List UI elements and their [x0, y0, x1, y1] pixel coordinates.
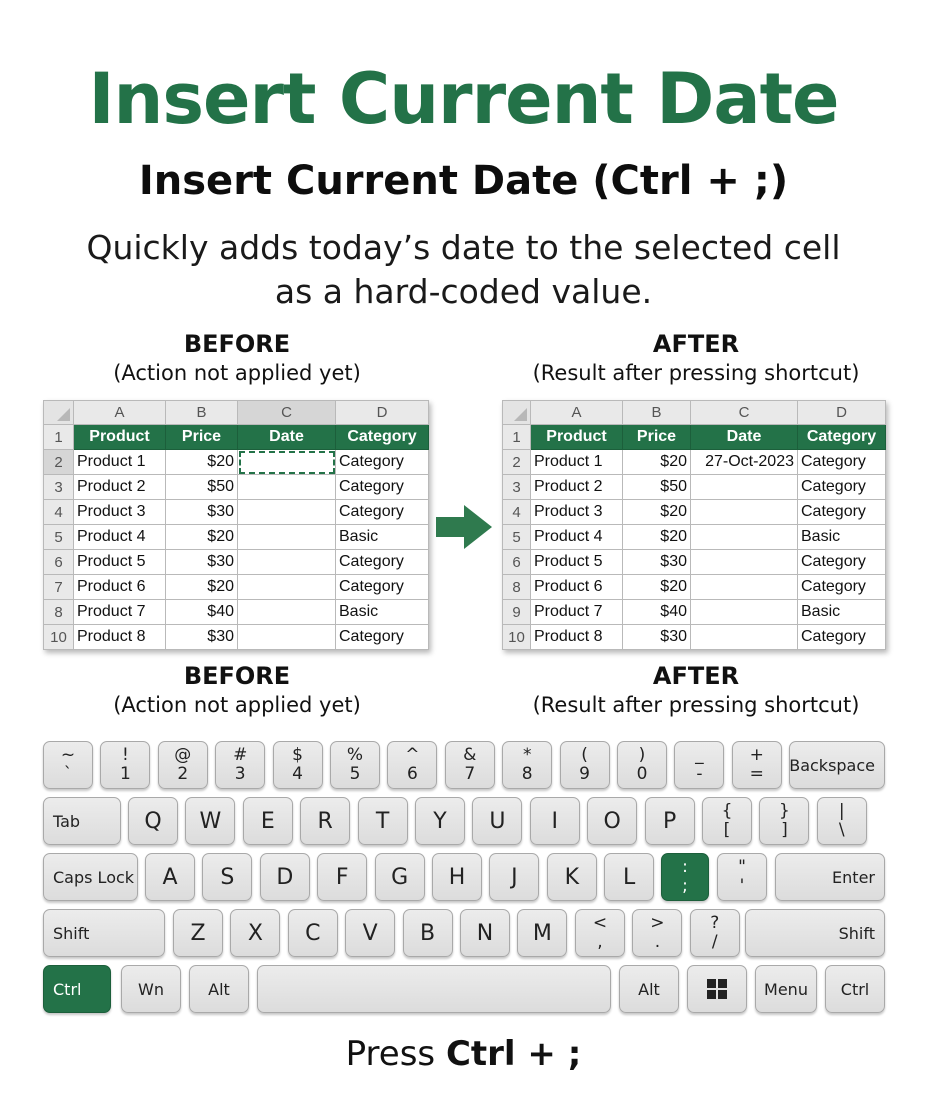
before-caption-title-bottom: BEFORE: [183, 662, 291, 690]
key-base-symbol: 4: [292, 764, 303, 784]
row-number[interactable]: 7: [44, 575, 74, 600]
key-u[interactable]: U: [472, 797, 522, 845]
key-q[interactable]: Q: [128, 797, 178, 845]
table-row: [503, 500, 886, 525]
key-shift-symbol: _: [695, 745, 704, 765]
price-cell[interactable]: $20: [166, 450, 238, 475]
alt-right-key[interactable]: Alt: [619, 965, 679, 1013]
key-shift-symbol: <: [592, 913, 608, 933]
key-shift-symbol: +: [749, 745, 764, 765]
key-period[interactable]: [632, 909, 682, 957]
key-quote[interactable]: [717, 853, 767, 901]
before-caption-title: BEFORE: [183, 330, 291, 358]
category-cell[interactable]: Category: [336, 575, 429, 600]
table-row: [44, 450, 429, 475]
date-cell[interactable]: [691, 500, 798, 525]
date-cell[interactable]: [238, 525, 336, 550]
key-base-symbol: 3: [234, 764, 246, 784]
key-0[interactable]: [617, 741, 667, 789]
table-row: [503, 575, 886, 600]
key-shift-symbol: |: [838, 801, 845, 821]
date-cell[interactable]: [238, 550, 336, 575]
menu-key[interactable]: Menu: [755, 965, 817, 1013]
table-row: [44, 500, 429, 525]
key-shift-symbol: }: [778, 801, 790, 821]
price-cell[interactable]: $20: [623, 525, 691, 550]
header-price[interactable]: Price: [166, 425, 238, 450]
page-title: Insert Current Date: [88, 58, 839, 140]
category-cell[interactable]: Category: [336, 550, 429, 575]
enter-key[interactable]: Enter: [775, 853, 885, 901]
key-shift-symbol: ?: [710, 913, 720, 933]
row-number[interactable]: 4: [503, 500, 531, 525]
category-cell[interactable]: Category: [798, 475, 886, 500]
price-cell[interactable]: $20: [623, 500, 691, 525]
date-cell[interactable]: [238, 475, 336, 500]
date-cell[interactable]: [691, 575, 798, 600]
column-header-d[interactable]: D: [336, 401, 429, 425]
key-equals[interactable]: [732, 741, 782, 789]
price-cell[interactable]: $50: [623, 475, 691, 500]
date-cell[interactable]: [691, 625, 798, 650]
date-cell[interactable]: 27-Oct-2023: [691, 450, 798, 475]
price-cell[interactable]: $20: [166, 525, 238, 550]
key-shift-symbol: @: [174, 745, 192, 765]
key-n[interactable]: N: [460, 909, 510, 957]
key-base-symbol: /: [711, 932, 718, 952]
date-cell[interactable]: [238, 500, 336, 525]
product-cell[interactable]: Product 5: [74, 550, 166, 575]
caps-lock-key[interactable]: Caps Lock: [43, 853, 138, 901]
key-o[interactable]: O: [587, 797, 637, 845]
product-cell[interactable]: Product 6: [74, 575, 166, 600]
product-cell[interactable]: Product 3: [74, 500, 166, 525]
column-header-a[interactable]: A: [531, 401, 623, 425]
key-shift-symbol: !: [121, 745, 129, 765]
after-spreadsheet: [502, 400, 886, 650]
column-header-c[interactable]: C: [691, 401, 798, 425]
category-cell[interactable]: Basic: [798, 525, 886, 550]
header-category[interactable]: Category: [336, 425, 429, 450]
after-caption-title-bottom: AFTER: [652, 662, 740, 690]
row-number[interactable]: 3: [503, 475, 531, 500]
key-l[interactable]: L: [604, 853, 654, 901]
row-number[interactable]: 6: [503, 550, 531, 575]
date-cell[interactable]: [238, 625, 336, 650]
category-cell[interactable]: Category: [798, 575, 886, 600]
key-p[interactable]: P: [645, 797, 695, 845]
product-cell[interactable]: Product 5: [531, 550, 623, 575]
date-cell[interactable]: [238, 450, 336, 475]
table-row: [503, 475, 886, 500]
key-base-symbol: \: [838, 820, 845, 840]
price-cell[interactable]: $30: [166, 500, 238, 525]
key-base-symbol: ,: [597, 932, 603, 952]
key-3[interactable]: [215, 741, 265, 789]
date-cell[interactable]: [691, 600, 798, 625]
key-v[interactable]: V: [345, 909, 395, 957]
before-caption-subtitle-bottom: (Action not applied yet): [113, 693, 361, 717]
key-backslash[interactable]: [817, 797, 867, 845]
table-row: [503, 525, 886, 550]
row-number[interactable]: 2: [503, 450, 531, 475]
table-row: [44, 625, 429, 650]
table-row: [503, 625, 886, 650]
tab-key[interactable]: Tab: [43, 797, 121, 845]
key-m[interactable]: M: [517, 909, 567, 957]
price-cell[interactable]: $20: [623, 575, 691, 600]
key-y[interactable]: Y: [415, 797, 465, 845]
product-cell[interactable]: Product 8: [74, 625, 166, 650]
key-5[interactable]: [330, 741, 380, 789]
ctrl-left-key[interactable]: Ctrl: [43, 965, 111, 1013]
key-6[interactable]: [387, 741, 437, 789]
after-caption-subtitle: (Result after pressing shortcut): [532, 361, 860, 385]
date-cell[interactable]: [691, 550, 798, 575]
key-t[interactable]: T: [358, 797, 408, 845]
key-slash[interactable]: [690, 909, 740, 957]
key-z[interactable]: Z: [173, 909, 223, 957]
date-cell[interactable]: [238, 600, 336, 625]
key-base-symbol: 8: [521, 764, 533, 784]
key-1[interactable]: [100, 741, 150, 789]
description-line-2: as a hard-coded value.: [274, 272, 653, 311]
product-cell[interactable]: Product 1: [74, 450, 166, 475]
key-shift-symbol: ~: [60, 745, 76, 765]
row-number[interactable]: 1: [503, 425, 531, 450]
column-header-b[interactable]: B: [166, 401, 238, 425]
product-cell[interactable]: Product 4: [531, 525, 623, 550]
row-number[interactable]: 6: [44, 550, 74, 575]
key-f[interactable]: F: [317, 853, 367, 901]
key-a[interactable]: A: [145, 853, 195, 901]
product-cell[interactable]: Product 7: [531, 600, 623, 625]
key-7[interactable]: [445, 741, 495, 789]
column-header-b[interactable]: B: [623, 401, 691, 425]
price-cell[interactable]: $30: [623, 550, 691, 575]
row-number[interactable]: 5: [503, 525, 531, 550]
header-product[interactable]: Product: [531, 425, 623, 450]
price-cell[interactable]: $20: [623, 450, 691, 475]
row-number[interactable]: 5: [44, 525, 74, 550]
key-shift-symbol: {: [721, 801, 733, 821]
category-cell[interactable]: Basic: [798, 600, 886, 625]
header-product[interactable]: Product: [74, 425, 166, 450]
price-cell[interactable]: $30: [166, 625, 238, 650]
key-base-symbol: [: [723, 820, 731, 840]
key-base-symbol: `: [63, 764, 73, 784]
table-row: [44, 575, 429, 600]
key-g[interactable]: G: [375, 853, 425, 901]
key-base-symbol: ': [739, 876, 745, 896]
product-cell[interactable]: Product 3: [531, 500, 623, 525]
key-k[interactable]: K: [547, 853, 597, 901]
category-cell[interactable]: Category: [798, 450, 886, 475]
table-row: [503, 600, 886, 625]
space-key[interactable]: [257, 965, 611, 1013]
description: [0, 226, 927, 314]
product-cell[interactable]: Product 7: [74, 600, 166, 625]
page-subtitle: Insert Current Date (Ctrl + ;): [138, 158, 789, 204]
press-keys: Ctrl + ;: [445, 1034, 582, 1074]
key-shift-symbol: &: [463, 745, 477, 765]
alt-left-key[interactable]: Alt: [189, 965, 249, 1013]
row-number[interactable]: 9: [503, 600, 531, 625]
key-shift-symbol: ": [738, 857, 746, 877]
key-base-symbol: =: [749, 764, 764, 784]
date-cell[interactable]: [691, 475, 798, 500]
key-open-bracket[interactable]: [702, 797, 752, 845]
row-number[interactable]: 1: [44, 425, 74, 450]
row-number[interactable]: 8: [44, 600, 74, 625]
key-i[interactable]: I: [530, 797, 580, 845]
row-number[interactable]: 10: [503, 625, 531, 650]
product-cell[interactable]: Product 6: [531, 575, 623, 600]
row-number[interactable]: 3: [44, 475, 74, 500]
header-date[interactable]: Date: [691, 425, 798, 450]
key-d[interactable]: D: [260, 853, 310, 901]
key-shift-symbol: %: [346, 745, 364, 765]
key-base-symbol: ]: [781, 820, 788, 840]
category-cell[interactable]: Category: [798, 550, 886, 575]
key-shift-symbol: ): [638, 745, 646, 765]
key-shift-symbol: ^: [405, 745, 420, 765]
key-base-symbol: ;: [682, 876, 688, 896]
shift-right-key[interactable]: Shift: [745, 909, 885, 957]
key-base-symbol: 5: [349, 764, 361, 784]
key-shift-symbol: $: [292, 745, 303, 765]
table-row: [44, 550, 429, 575]
key-b[interactable]: B: [403, 909, 453, 957]
key-minus[interactable]: [674, 741, 724, 789]
table-row: [503, 450, 886, 475]
product-cell[interactable]: Product 1: [531, 450, 623, 475]
row-number[interactable]: 8: [503, 575, 531, 600]
column-header-a[interactable]: A: [74, 401, 166, 425]
select-all-corner[interactable]: [44, 401, 74, 425]
header-category[interactable]: Category: [798, 425, 886, 450]
date-cell[interactable]: [238, 575, 336, 600]
backspace-key[interactable]: Backspace: [789, 741, 885, 789]
product-cell[interactable]: Product 2: [74, 475, 166, 500]
press-prefix: Press: [345, 1034, 436, 1074]
key-base-symbol: 0: [636, 764, 648, 784]
key-4[interactable]: [273, 741, 323, 789]
table-row: [44, 475, 429, 500]
ctrl-right-key[interactable]: Ctrl: [825, 965, 885, 1013]
row-number[interactable]: 2: [44, 450, 74, 475]
after-caption-subtitle-bottom: (Result after pressing shortcut): [532, 693, 860, 717]
table-row: [44, 600, 429, 625]
key-shift-symbol: *: [522, 745, 532, 765]
key-shift-symbol: :: [682, 857, 688, 877]
key-e[interactable]: E: [243, 797, 293, 845]
table-row: [44, 525, 429, 550]
key-c[interactable]: C: [288, 909, 338, 957]
key-tilde[interactable]: [43, 741, 93, 789]
key-9[interactable]: [560, 741, 610, 789]
date-cell[interactable]: [691, 525, 798, 550]
key-base-symbol: -: [696, 764, 703, 784]
shift-left-key[interactable]: Shift: [43, 909, 165, 957]
key-close-bracket[interactable]: [759, 797, 809, 845]
key-shift-symbol: >: [650, 913, 665, 933]
category-cell[interactable]: Category: [798, 625, 886, 650]
key-semicolon[interactable]: [661, 853, 709, 901]
windows-logo-icon: [706, 978, 728, 1000]
key-s[interactable]: S: [202, 853, 252, 901]
press-instruction: [0, 1034, 927, 1074]
windows-key[interactable]: [687, 965, 747, 1013]
key-shift-symbol: (: [581, 745, 588, 765]
key-w[interactable]: W: [185, 797, 235, 845]
product-cell[interactable]: Product 4: [74, 525, 166, 550]
header-date[interactable]: Date: [238, 425, 336, 450]
column-header-c[interactable]: C: [238, 401, 336, 425]
key-shift-symbol: #: [233, 745, 248, 765]
price-cell[interactable]: $30: [623, 625, 691, 650]
after-caption-title: AFTER: [652, 330, 740, 358]
product-cell[interactable]: Product 2: [531, 475, 623, 500]
header-price[interactable]: Price: [623, 425, 691, 450]
before-spreadsheet: [43, 400, 429, 650]
category-cell[interactable]: Category: [798, 500, 886, 525]
price-cell[interactable]: $40: [166, 600, 238, 625]
key-x[interactable]: X: [230, 909, 280, 957]
key-j[interactable]: J: [489, 853, 539, 901]
select-all-corner[interactable]: [503, 401, 531, 425]
key-base-symbol: 6: [406, 764, 418, 784]
right-arrow-icon: [434, 502, 494, 552]
column-header-d[interactable]: D: [798, 401, 886, 425]
category-cell[interactable]: Basic: [336, 600, 429, 625]
price-cell[interactable]: $30: [166, 550, 238, 575]
key-base-symbol: 1: [119, 764, 131, 784]
category-cell[interactable]: Category: [336, 500, 429, 525]
key-base-symbol: 7: [464, 764, 476, 784]
table-row: [503, 550, 886, 575]
key-h[interactable]: H: [432, 853, 482, 901]
price-cell[interactable]: $40: [623, 600, 691, 625]
category-cell[interactable]: Category: [336, 475, 429, 500]
key-base-symbol: 9: [579, 764, 590, 784]
category-cell[interactable]: Basic: [336, 525, 429, 550]
category-cell[interactable]: Category: [336, 450, 429, 475]
price-cell[interactable]: $50: [166, 475, 238, 500]
before-caption-subtitle: (Action not applied yet): [113, 361, 361, 385]
key-base-symbol: .: [654, 932, 661, 952]
windows-left-key[interactable]: Wn: [121, 965, 181, 1013]
key-base-symbol: 2: [177, 764, 189, 784]
product-cell[interactable]: Product 8: [531, 625, 623, 650]
key-8[interactable]: [502, 741, 552, 789]
key-comma[interactable]: [575, 909, 625, 957]
row-number[interactable]: 4: [44, 500, 74, 525]
key-r[interactable]: R: [300, 797, 350, 845]
key-2[interactable]: [158, 741, 208, 789]
description-line-1: Quickly adds today’s date to the selected cell: [86, 228, 841, 267]
row-number[interactable]: 10: [44, 625, 74, 650]
category-cell[interactable]: Category: [336, 625, 429, 650]
price-cell[interactable]: $20: [166, 575, 238, 600]
